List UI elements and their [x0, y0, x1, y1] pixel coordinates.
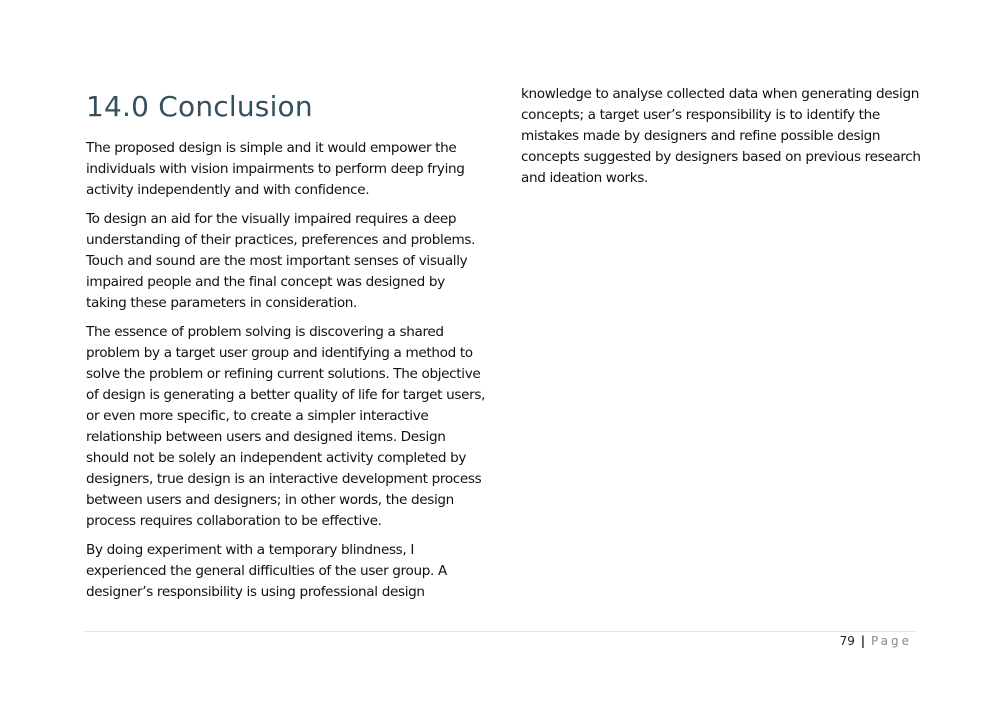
footer-divider: [84, 631, 916, 632]
page-footer: [840, 634, 912, 648]
paragraph: knowledge to analyse collected data when generating design concepts; a target user’s responsibility is to identify the mistakes made by designers and refine possible design concepts suggested by designers based on previous research and ideation works.: [521, 86, 921, 186]
paragraph: To design an aid for the visually impaired requires a deep understanding of their practices, preferences and problems. Touch and sound are the most important senses of visually impaired people and the final concept was designed by taking these parameters in consideration.: [86, 211, 476, 311]
footer-separator: |: [860, 634, 866, 648]
page-label: Page: [870, 634, 912, 648]
paragraph: By doing experiment with a temporary blindness, I experienced the general difficulties of the user group. A designer’s responsibility is using professional design: [86, 542, 447, 600]
left-column: [86, 88, 486, 611]
right-column: [521, 84, 921, 197]
paragraph: The essence of problem solving is discovering a shared problem by a target user group and identifying a method to solve the problem or refining current solutions. The objective of design is generating a better quality of life for target users, or even more specific, to create a simpler interactive relationship between users and designed items. Design should not be solely an independent activity completed by designers, true design is an interactive development process between users and designers; in other words, the design process requires collaboration to be effective.: [86, 324, 486, 529]
section-title: 14.0 Conclusion: [86, 90, 313, 123]
paragraph: The proposed design is simple and it would empower the individuals with vision impairments to perform deep frying activity independently and with confidence.: [86, 140, 465, 198]
page-number: 79: [839, 634, 855, 648]
